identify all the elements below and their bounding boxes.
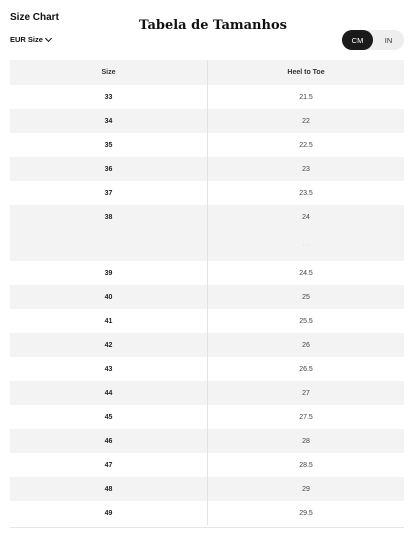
table-body-top — [10, 85, 404, 229]
table-divider-band: · · — [10, 229, 404, 261]
size-cell: 49 — [104, 509, 113, 517]
size-cell: 33 — [104, 93, 113, 101]
size-cell: 40 — [104, 293, 113, 301]
heel-to-toe-cell: 26 — [207, 333, 404, 357]
size-cell: 39 — [104, 269, 113, 277]
size-cell: 38 — [104, 213, 113, 221]
heel-to-toe-cell: 28.5 — [207, 453, 404, 477]
heel-to-toe-cell: 22 — [207, 109, 404, 133]
heel-to-toe-cell: 23.5 — [207, 181, 404, 205]
table-row — [10, 133, 404, 157]
table-header-row — [10, 60, 404, 85]
table-row — [10, 381, 404, 405]
size-cell: 44 — [104, 389, 113, 397]
table-row — [10, 261, 404, 285]
heel-to-toe-cell: 22.5 — [207, 133, 404, 157]
table-row — [10, 109, 404, 133]
heel-to-toe-cell: 25 — [207, 285, 404, 309]
table-row — [10, 181, 404, 205]
table-row — [10, 429, 404, 453]
size-cell: 41 — [104, 317, 113, 325]
chevron-down-icon — [45, 34, 52, 41]
table-bottom-border — [10, 527, 404, 528]
heel-to-toe-cell: 24.5 — [207, 261, 404, 285]
size-region-dropdown[interactable] — [10, 35, 51, 44]
header — [0, 0, 416, 56]
heel-to-toe-cell: 27 — [207, 381, 404, 405]
size-chart-title: Size Chart — [10, 12, 59, 23]
table-body-bottom — [10, 261, 404, 525]
heel-to-toe-cell: 27.5 — [207, 405, 404, 429]
unit-toggle — [342, 30, 404, 50]
size-cell: 34 — [104, 117, 113, 125]
size-cell: 45 — [104, 413, 113, 421]
size-cell: 48 — [104, 485, 113, 493]
table-row — [10, 85, 404, 109]
table-row — [10, 157, 404, 181]
table-row — [10, 357, 404, 381]
table-row — [10, 309, 404, 333]
size-region-label: EUR Size — [10, 35, 43, 44]
heel-to-toe-cell: 23 — [207, 157, 404, 181]
table-row — [10, 477, 404, 501]
page-title: Tabela de Tamanhos — [139, 18, 287, 33]
column-header-size: Size — [101, 69, 116, 76]
size-cell: 46 — [104, 437, 113, 445]
size-cell: 36 — [104, 165, 113, 173]
heel-to-toe-cell: 29.5 — [207, 501, 404, 525]
size-cell: 35 — [104, 141, 113, 149]
size-cell: 37 — [104, 189, 113, 197]
size-cell: 42 — [104, 341, 113, 349]
table-row — [10, 285, 404, 309]
heel-to-toe-cell: 21.5 — [207, 85, 404, 109]
table-row — [10, 205, 404, 229]
heel-to-toe-cell: 25.5 — [207, 309, 404, 333]
table-row — [10, 333, 404, 357]
table-row — [10, 405, 404, 429]
heel-to-toe-cell: 26.5 — [207, 357, 404, 381]
heel-to-toe-cell: 24 — [207, 205, 404, 229]
size-table — [10, 60, 404, 525]
heel-to-toe-cell: 29 — [207, 477, 404, 501]
column-header-heel-to-toe: Heel to Toe — [207, 60, 404, 85]
table-row — [10, 501, 404, 525]
size-cell: 47 — [104, 461, 113, 469]
unit-in-button[interactable]: IN — [384, 35, 393, 45]
unit-cm-button[interactable]: CM — [342, 30, 373, 50]
size-cell: 43 — [104, 365, 113, 373]
table-row — [10, 453, 404, 477]
heel-to-toe-cell: 28 — [207, 429, 404, 453]
